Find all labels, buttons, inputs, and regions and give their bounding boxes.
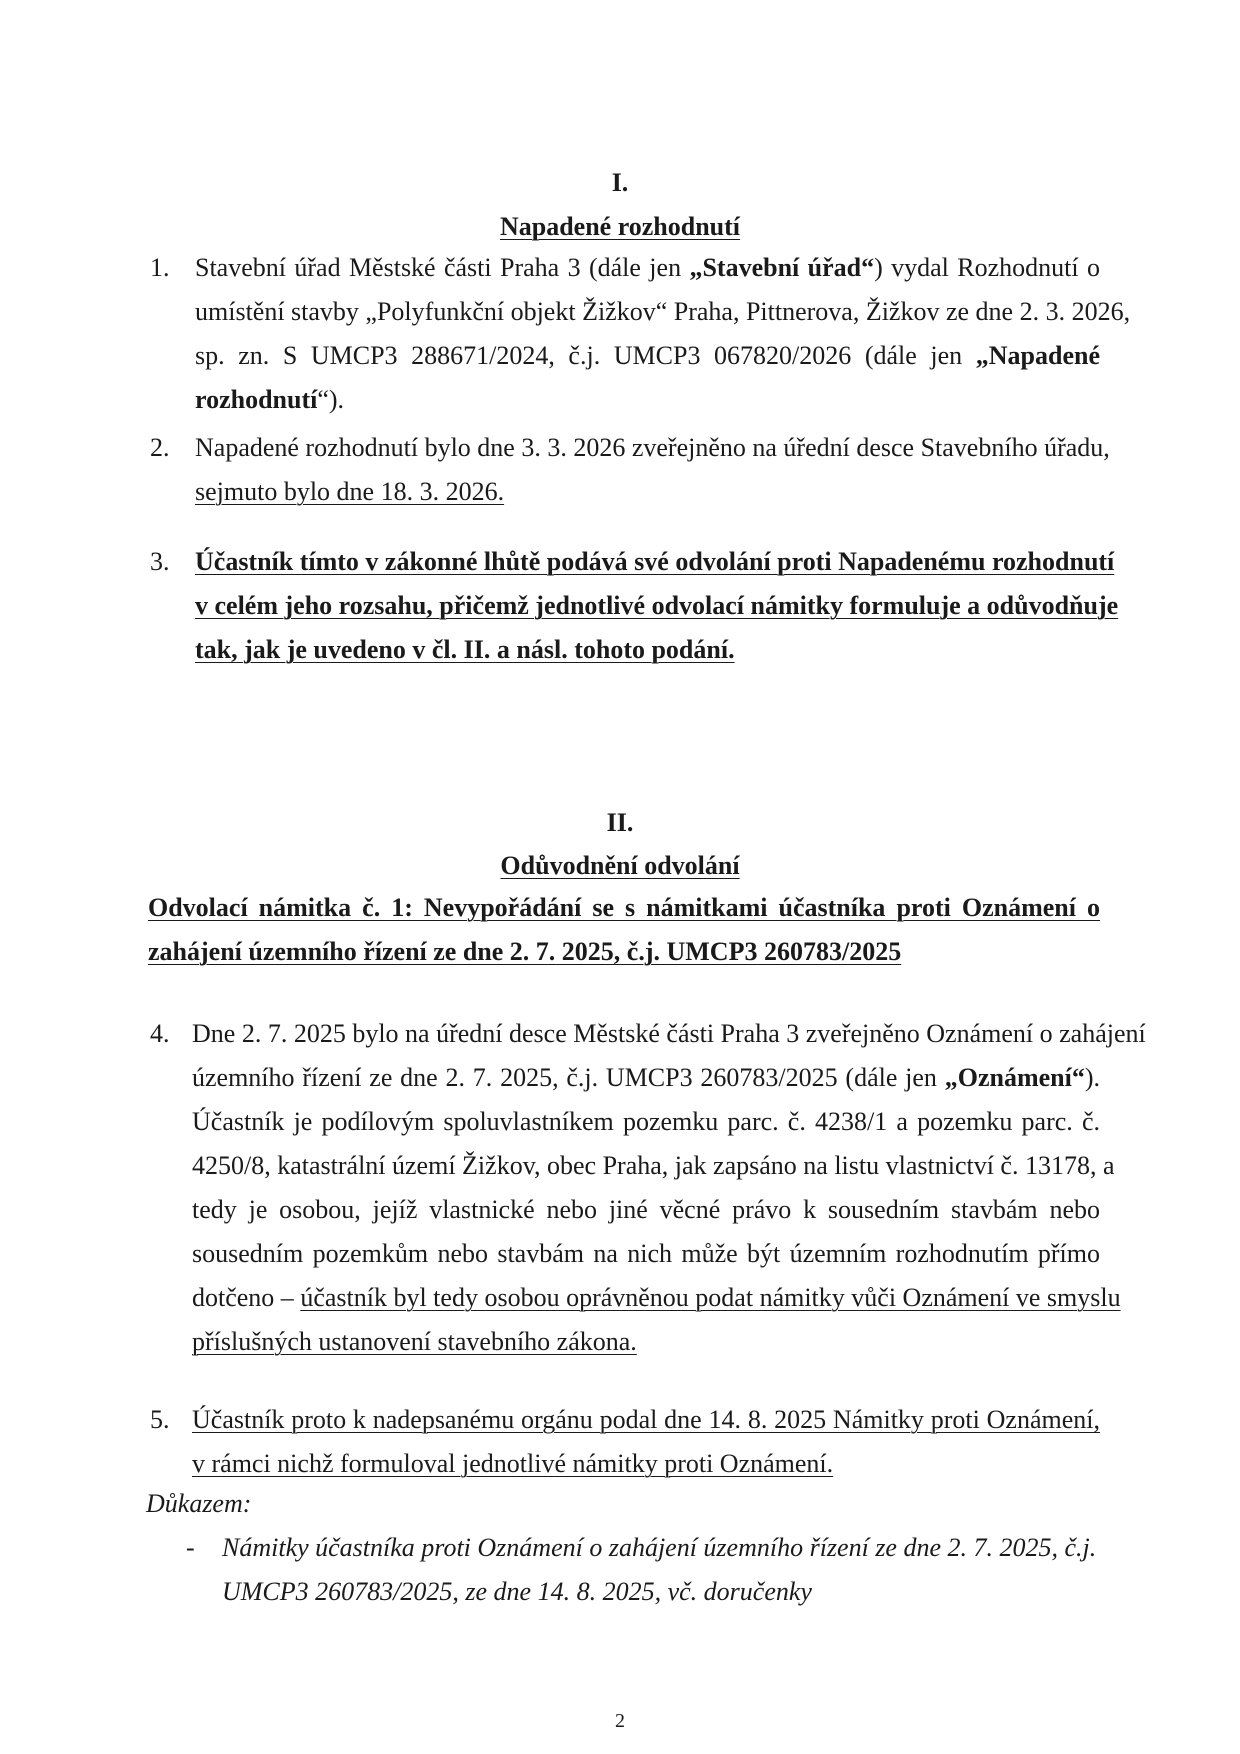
objection-heading-line-2 bbox=[148, 930, 1100, 974]
evidence-bullet: - bbox=[186, 1533, 195, 1562]
section-heading-2 bbox=[0, 851, 1240, 881]
paragraph-3-line-1: Účastník tímto v zákonné lhůtě podává své odvolání proti Napadenému rozhodnutí bbox=[195, 547, 1115, 576]
paragraph-1-line-2: umístění stavby „Polyfunkční objekt Žižkov“ Praha, Pittnerova, Žižkov ze dne 2. 3. 2026, bbox=[195, 297, 1131, 326]
underlined-text: zahájení územního řízení ze dne 2. 7. 2025, č.j. UMCP3 260783/2025 bbox=[148, 937, 902, 966]
section-heading-1 bbox=[0, 212, 1240, 242]
text-run: sp. zn. S UMCP3 288671/2024, č.j. UMCP3 067820/2026 (dále jen bbox=[195, 341, 976, 370]
underlined-text: tak, jak je uvedeno v čl. II. a násl. tohoto podání. bbox=[195, 635, 735, 664]
paragraph-4-line-4: 4250/8, katastrální území Žižkov, obec Praha, jak zapsáno na listu vlastnictví č. 13178, a bbox=[192, 1151, 1115, 1180]
defined-term: „Stavební úřad“ bbox=[689, 253, 875, 282]
paragraph-2 bbox=[195, 426, 1110, 514]
paragraph-1-line-1 bbox=[195, 246, 1100, 290]
paragraph-5 bbox=[192, 1398, 1100, 1486]
defined-term: „Oznámení“ bbox=[944, 1063, 1085, 1092]
paragraph-2-line-2 bbox=[195, 470, 1100, 514]
paragraph-4 bbox=[192, 1012, 1146, 1364]
paragraph-1-line-3 bbox=[195, 334, 1100, 378]
paragraph-4-line-6: sousedním pozemkům nebo stavbám na nich může být územním rozhodnutím přímo bbox=[192, 1239, 1100, 1268]
paragraph-number-4: 4. bbox=[150, 1019, 170, 1048]
paragraph-4-line-3: Účastník je podílovým spoluvlastníkem pozemku parc. č. 4238/1 a pozemku parc. č. bbox=[192, 1107, 1100, 1136]
page-number: 2 bbox=[615, 1710, 625, 1732]
paragraph-5-line-2 bbox=[192, 1442, 1100, 1486]
paragraph-number-3: 3. bbox=[150, 547, 170, 576]
paragraph-4-line-2 bbox=[192, 1056, 1100, 1100]
evidence-label: Důkazem: bbox=[146, 1489, 252, 1518]
paragraph-4-line-5: tedy je osobou, jejíž vlastnické nebo jiné věcné právo k sousedním stavbám nebo bbox=[192, 1195, 1100, 1224]
paragraph-3 bbox=[195, 540, 1119, 672]
underlined-text: v rámci nichž formuloval jednotlivé námitky proti Oznámení. bbox=[192, 1449, 834, 1478]
paragraph-4-line-8 bbox=[192, 1320, 1100, 1364]
section-numeral-1: I. bbox=[611, 168, 629, 197]
text-run: dotčeno – bbox=[192, 1283, 301, 1312]
paragraph-number-5: 5. bbox=[150, 1405, 170, 1434]
section-numeral-2: II. bbox=[606, 808, 634, 837]
paragraph-4-line-7 bbox=[192, 1276, 1121, 1320]
paragraph-3-line-2: v celém jeho rozsahu, přičemž jednotlivé odvolací námitky formuluje a odůvodňuje bbox=[195, 591, 1119, 620]
defined-term: „Napadené bbox=[975, 341, 1100, 370]
section-heading-text: Napadené rozhodnutí bbox=[499, 212, 741, 241]
paragraph-1-line-4 bbox=[195, 378, 1100, 422]
paragraph-number-1: 1. bbox=[150, 253, 170, 282]
paragraph-2-line-1: Napadené rozhodnutí bylo dne 3. 3. 2026 zveřejněno na úřední desce Stavebního úřadu, bbox=[195, 433, 1110, 462]
underlined-text: sejmuto bylo dne 18. 3. 2026. bbox=[195, 477, 505, 506]
paragraph-number-2: 2. bbox=[150, 433, 170, 462]
text-run: ). bbox=[1084, 1063, 1100, 1092]
underlined-text: příslušných ustanovení stavebního zákona. bbox=[192, 1327, 637, 1356]
underlined-text: účastník byl tedy osobou oprávněnou podat námitky vůči Oznámení ve smyslu bbox=[300, 1283, 1121, 1312]
paragraph-5-line-1: Účastník proto k nadepsanému orgánu podal dne 14. 8. 2025 Námitky proti Oznámení, bbox=[192, 1405, 1100, 1434]
objection-heading bbox=[148, 886, 1100, 974]
objection-heading-line-1: Odvolací námitka č. 1: Nevypořádání se s námitkami účastníka proti Oznámení o bbox=[148, 893, 1100, 922]
text-run: územního řízení ze dne 2. 7. 2025, č.j. UMCP3 260783/2025 (dále jen bbox=[192, 1063, 945, 1092]
evidence-item-line-2: UMCP3 260783/2025, ze dne 14. 8. 2025, vč. doručenky bbox=[222, 1577, 812, 1606]
evidence-item-line-1: Námitky účastníka proti Oznámení o zahájení územního řízení ze dne 2. 7. 2025, č.j. bbox=[222, 1533, 1097, 1562]
paragraph-1 bbox=[195, 246, 1131, 422]
text-run: Stavební úřad Městské části Praha 3 (dále jen bbox=[195, 253, 690, 282]
defined-term: rozhodnutí bbox=[195, 385, 318, 414]
section-heading-text: Odůvodnění odvolání bbox=[500, 851, 740, 880]
evidence-item bbox=[222, 1526, 1097, 1614]
paragraph-3-line-3 bbox=[195, 628, 1100, 672]
text-run: “). bbox=[317, 385, 345, 414]
text-run: ) vydal Rozhodnutí o bbox=[874, 253, 1100, 282]
paragraph-4-line-1: Dne 2. 7. 2025 bylo na úřední desce Městské části Praha 3 zveřejněno Oznámení o zahájení bbox=[192, 1019, 1146, 1048]
